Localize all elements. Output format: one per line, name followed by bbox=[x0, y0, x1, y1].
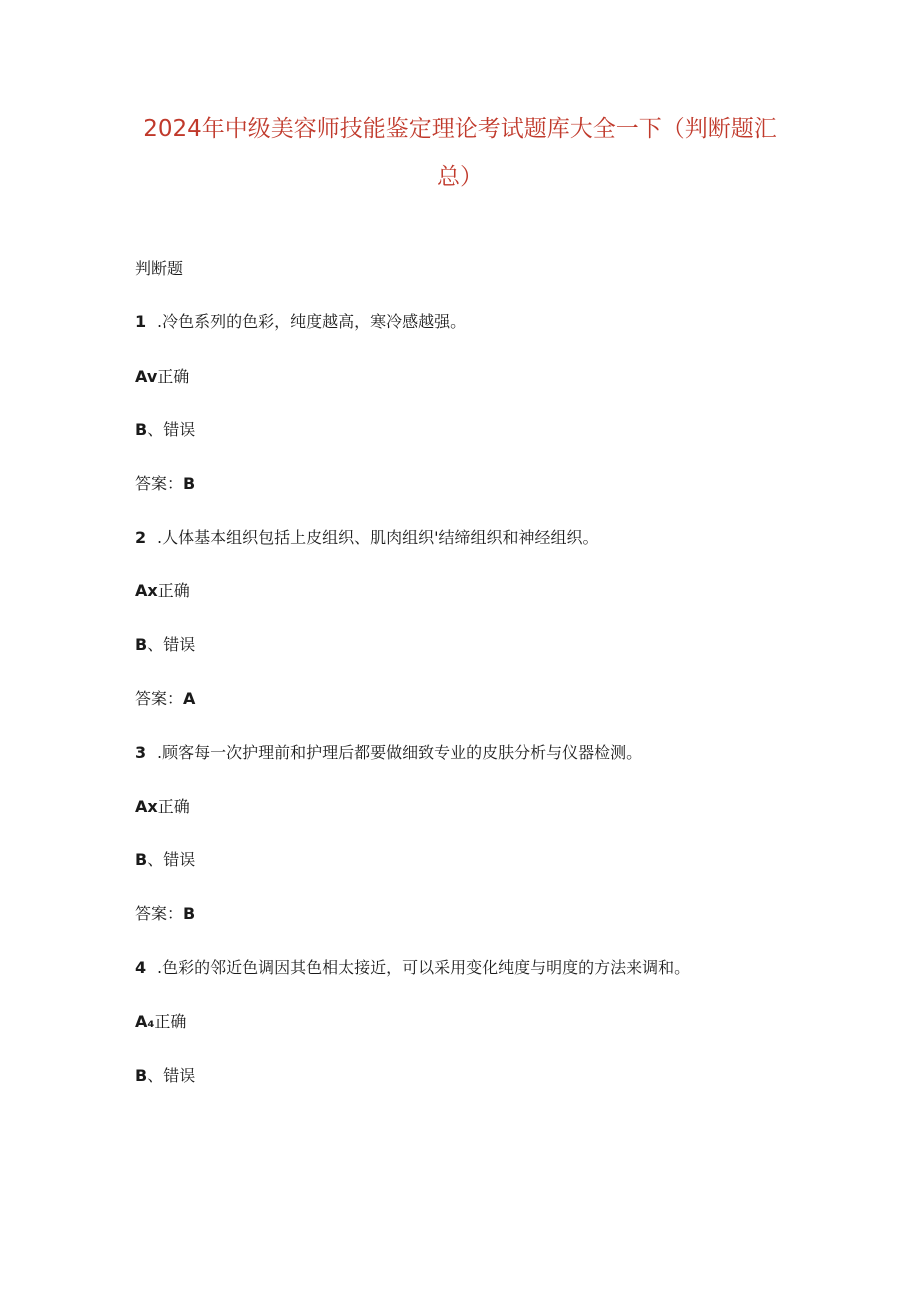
question-3-option-a bbox=[135, 796, 190, 818]
option-text: 正确 bbox=[154, 1012, 187, 1031]
question-number: 2 bbox=[135, 528, 147, 547]
answer-value: B bbox=[183, 474, 196, 493]
option-text: 、错误 bbox=[147, 850, 196, 869]
question-4-option-b bbox=[135, 1065, 195, 1087]
option-text: 正确 bbox=[157, 367, 190, 386]
question-1-option-b bbox=[135, 419, 195, 441]
question-3 bbox=[135, 742, 642, 764]
option-lead: B bbox=[135, 635, 148, 654]
option-lead: Ax bbox=[135, 581, 158, 600]
option-lead: B bbox=[135, 1066, 148, 1085]
answer-label: 答案： bbox=[135, 474, 184, 493]
section-heading: 判断题 bbox=[135, 259, 184, 278]
question-2-answer bbox=[135, 688, 195, 710]
question-text: .人体基本组织包括上皮组织、肌肉组织'结缔组织和神经组织。 bbox=[157, 528, 599, 547]
option-text: 、错误 bbox=[147, 1066, 196, 1085]
question-1-answer bbox=[135, 473, 195, 495]
question-number: 3 bbox=[135, 743, 147, 762]
question-text: .色彩的邻近色调因其色相太接近，可以采用变化纯度与明度的方法来调和。 bbox=[157, 958, 691, 977]
option-text: 、错误 bbox=[147, 635, 196, 654]
answer-label: 答案： bbox=[135, 904, 184, 923]
question-text: .冷色系列的色彩，纯度越高，寒冷感越强。 bbox=[157, 312, 467, 331]
question-4 bbox=[135, 957, 690, 979]
question-number: 1 bbox=[135, 312, 147, 331]
question-2 bbox=[135, 527, 599, 549]
question-2-option-a bbox=[135, 580, 190, 602]
option-lead: A₄ bbox=[135, 1012, 155, 1031]
question-3-option-b bbox=[135, 849, 195, 871]
option-lead: B bbox=[135, 420, 148, 439]
answer-value: A bbox=[183, 689, 196, 708]
option-text: 正确 bbox=[157, 581, 190, 600]
option-lead: Av bbox=[135, 367, 158, 386]
option-text: 、错误 bbox=[147, 420, 196, 439]
document-title-line-1: 2024年中级美容师技能鉴定理论考试题库大全一下（判断题汇 bbox=[143, 116, 777, 142]
question-3-answer bbox=[135, 903, 195, 925]
document-title-line-2: 总） bbox=[437, 164, 483, 190]
answer-value: B bbox=[183, 904, 196, 923]
question-1-option-a bbox=[135, 366, 189, 388]
question-4-option-a bbox=[135, 1011, 186, 1033]
option-text: 正确 bbox=[157, 797, 190, 816]
answer-label: 答案： bbox=[135, 689, 184, 708]
question-1 bbox=[135, 311, 466, 333]
question-text: .顾客每一次护理前和护理后都要做细致专业的皮肤分析与仪器检测。 bbox=[157, 743, 643, 762]
question-number: 4 bbox=[135, 958, 147, 977]
option-lead: B bbox=[135, 850, 148, 869]
question-2-option-b bbox=[135, 634, 195, 656]
option-lead: Ax bbox=[135, 797, 158, 816]
